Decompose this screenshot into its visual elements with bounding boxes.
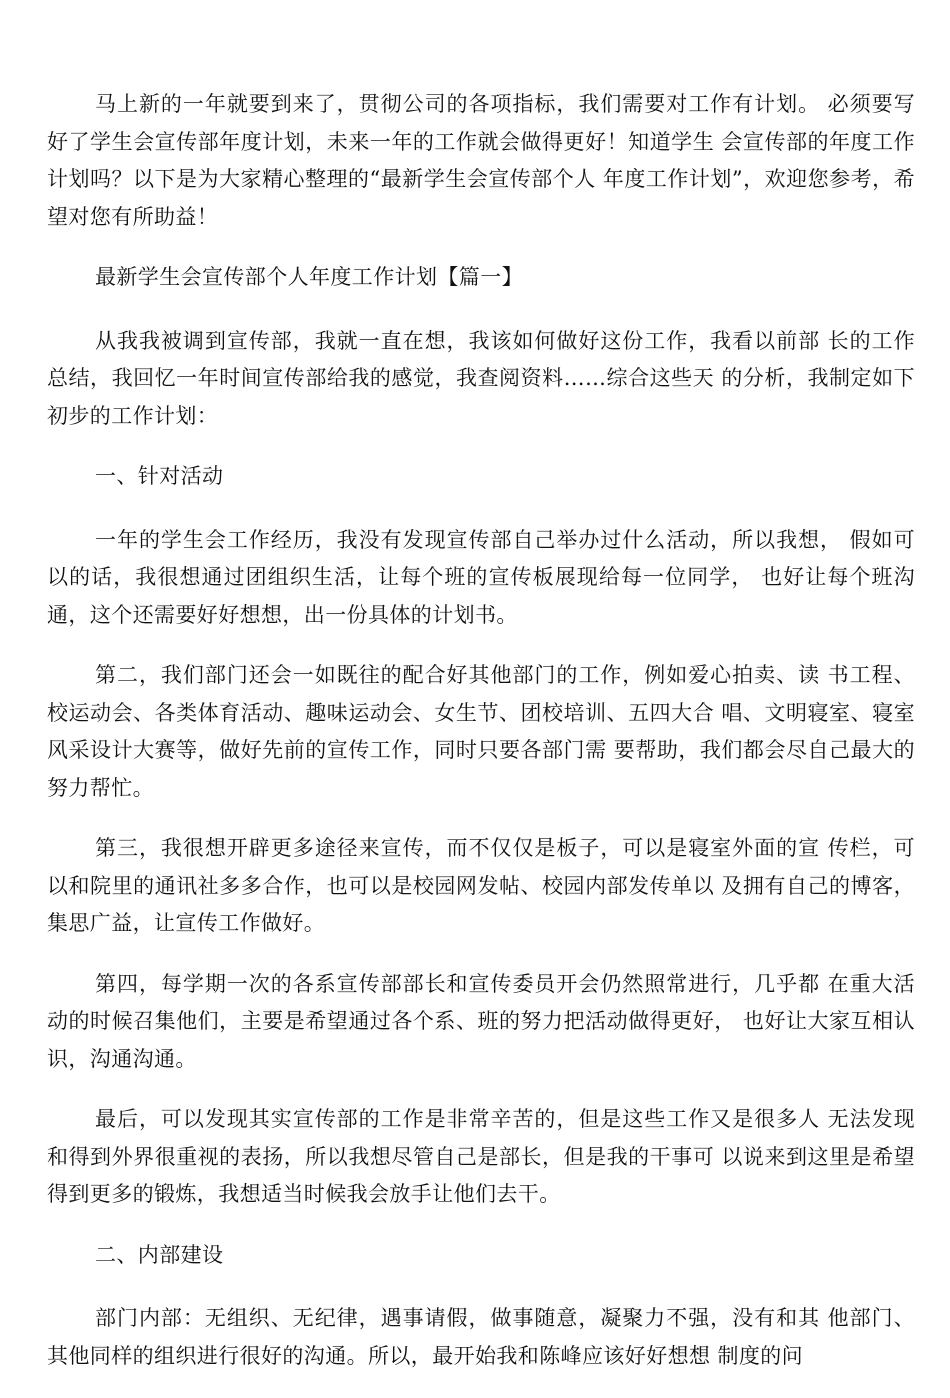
opening-paragraph: 从我我被调到宣传部，我就一直在想，我该如何做好这份工作，我看以前部 长的工作总结，我回忆一年时间宣传部给我的感觉，我查阅资料……综合这些天 的分析，我制定如下初步的工作计划： xyxy=(47,328,915,428)
activities-paragraph-4: 第四，每学期一次的各系宣传部部长和宣传委员开会仍然照常进行，几乎都 在重大活动的时候召集他们，主要是希望通过各个系、班的努力把活动做得更好， 也好让大家互相认识，沟通沟通。 xyxy=(47,971,915,1071)
document-body xyxy=(47,86,915,1398)
internal-paragraph-1: 部门内部：无组织、无纪律，遇事请假，做事随意，凝聚力不强，没有和其 他部门、其他同样的组织进行很好的沟通。所以，最开始我和陈峰应该好好想想 制度的问 xyxy=(47,1306,915,1368)
intro-paragraph: 马上新的一年就要到来了，贯彻公司的各项指标，我们需要对工作有计划。 必须要写好了学生会宣传部年度计划，未来一年的工作就会做得更好！知道学生 会宣传部的年度工作计划吗？以下是为大家精心整理的“最新学生会宣传部个人 年度工作计划”，欢迎您参考，希望对您有所助益！ xyxy=(47,92,915,229)
activities-paragraph-3: 第三，我很想开辟更多途径来宣传，而不仅仅是板子，可以是寝室外面的宣 传栏，可以和院里的通讯社多多合作，也可以是校园网发帖、校园内部发传单以 及拥有自己的博客，集思广益，让宣传工作做好。 xyxy=(47,836,915,935)
heading-activities: 一、针对活动 xyxy=(95,464,224,488)
activities-paragraph-2: 第二，我们部门还会一如既往的配合好其他部门的工作，例如爱心拍卖、读 书工程、校运动会、各类体育活动、趣味运动会、女生节、团校培训、五四大合 唱、文明寝室、寝室风采设计大赛等，做好先前的宣传工作，同时只要各部门需 要帮助，我们都会尽自己最大的努力帮忙。 xyxy=(47,663,915,800)
activities-paragraph-1: 一年的学生会工作经历，我没有发现宣传部自己举办过什么活动，所以我想， 假如可以的话，我很想通过团组织生活，让每个班的宣传板展现给每一位同学， 也好让每个班沟通，这个还需要好好想想，出一份具体的计划书。 xyxy=(47,527,915,627)
activities-paragraph-5: 最后，可以发现其实宣传部的工作是非常辛苦的，但是这些工作又是很多人 无法发现和得到外界很重视的表扬，所以我想尽管自己是部长，但是我的干事可 以说来到这里是希望得到更多的锻炼，我想适当时候我会放手让他们去干。 xyxy=(47,1107,915,1206)
heading-internal-building: 二、内部建设 xyxy=(95,1242,224,1267)
section-title-part-one: 最新学生会宣传部个人年度工作计划【篇一】 xyxy=(95,265,523,289)
